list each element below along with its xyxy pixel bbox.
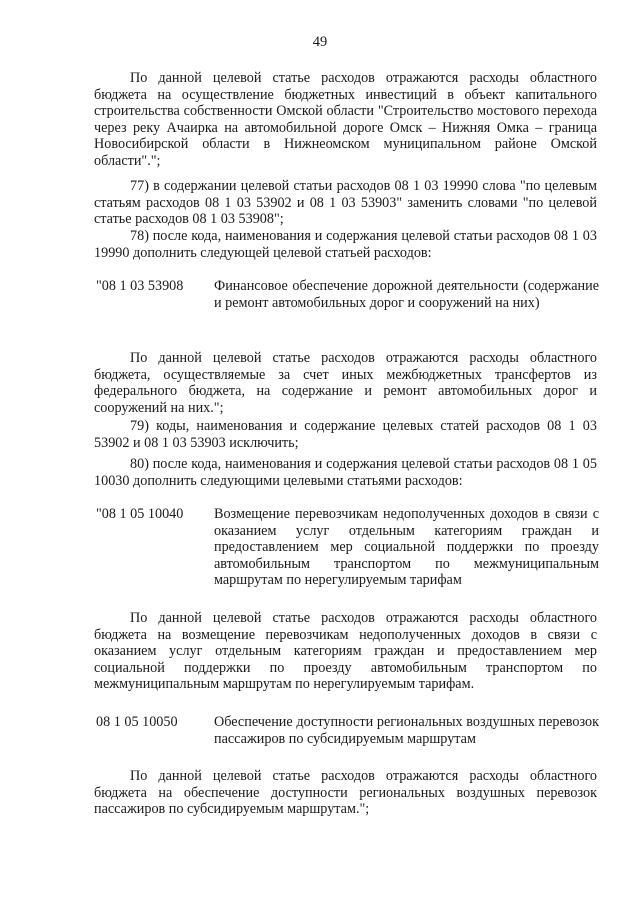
paragraph-text: 78) после кода, наименования и содержания целевой статьи расходов 08 1 03 19990 дополнить следующей целевой статьей расходов: [94, 228, 597, 261]
paragraph-text: По данной целевой статье расходов отражаются расходы областного бюджета, осуществляемые за счет иных межбюджетных трансфертов из федерального бюджета, на содержание и ремонт автомобильных дорог и сооружений на них."; [94, 350, 597, 416]
paragraph-p3 [94, 228, 597, 261]
paragraph-text: 80) после кода, наименования и содержания целевой статьи расходов 08 1 05 10030 дополнить следующими целевыми статьями расходов: [94, 456, 597, 489]
entry-name: Возмещение перевозчикам недополученных доходов в связи с оказанием услуг отдельным категориям граждан и предоставлением мер социальной поддержки по проезду автомобильным транспортом по межмуниципальным маршрутам по нерегулируемым тарифам [214, 506, 599, 589]
paragraph-p7 [94, 610, 597, 693]
paragraph-text: По данной целевой статье расходов отражаются расходы областного бюджета на возмещение перевозчикам недополученных доходов в связи с оказанием услуг отдельным категориям граждан и предоставлением мер социальной поддержки по проезду автомобильным транспортом по межмуниципальным маршрутам по нерегулируемым тарифам. [94, 610, 597, 693]
entry-code: 08 1 05 10050 [96, 714, 178, 730]
paragraph-text: 77) в содержании целевой статьи расходов 08 1 03 19990 слова "по целевым статьям расходов 08 1 03 53902 и 08 1 03 53903" заменить словами "по целевой статье расходов 08 1 03 53908"; [94, 178, 597, 228]
paragraph-p2 [94, 178, 597, 228]
paragraph-p6 [94, 456, 597, 489]
entry-name: Финансовое обеспечение дорожной деятельности (содержание и ремонт автомобильных дорог и сооружений на них) [214, 278, 599, 311]
paragraph-p5 [94, 418, 597, 451]
paragraph-p8 [94, 768, 597, 818]
paragraph-text: По данной целевой статье расходов отражаются расходы областного бюджета на обеспечение доступности региональных воздушных перевозок пассажиров по субсидируемым маршрутам."; [94, 768, 597, 818]
entry-code: "08 1 05 10040 [96, 506, 184, 522]
page-number: 49 [312, 34, 328, 50]
paragraph-text: 79) коды, наименования и содержание целевых статей расходов 08 1 03 53902 и 08 1 03 53903 исключить; [94, 418, 597, 451]
paragraph-p4 [94, 350, 597, 416]
paragraph-p1 [94, 70, 597, 170]
entry-code: "08 1 03 53908 [96, 278, 184, 294]
entry-name: Обеспечение доступности региональных воздушных перевозок пассажиров по субсидируемым маршрутам [214, 714, 599, 747]
paragraph-text: По данной целевой статье расходов отражаются расходы областного бюджета на осуществление бюджетных инвестиций в объект капитального строительства собственности Омской области "Строительство мостового перехода через реку Ачаирка на автомобильной дороге Омск – Нижняя Омка – граница Новосибирской области в Нижнеомском муниципальном районе Омской области"."; [94, 70, 597, 169]
